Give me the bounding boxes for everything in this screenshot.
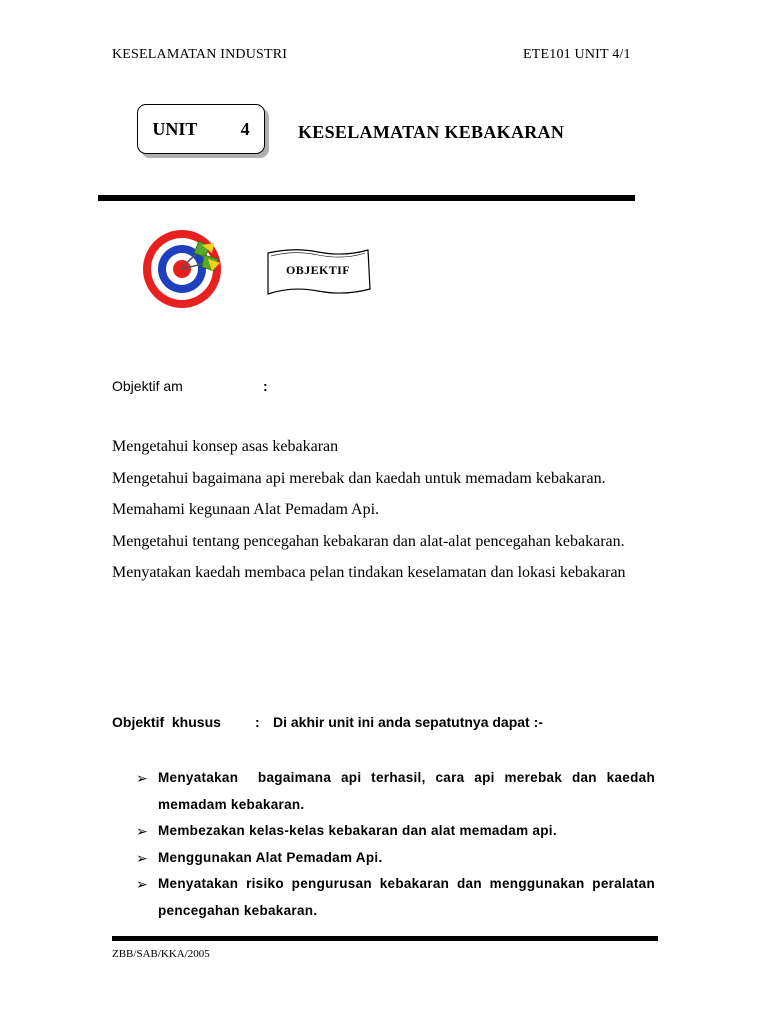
objektif-khusus-label: Objektif khusus <box>112 714 221 730</box>
unit-badge <box>137 104 265 154</box>
unit-title: KESELAMATAN KEBAKARAN <box>298 122 565 142</box>
objektif-am-colon: : <box>263 378 268 394</box>
header-right: ETE101 UNIT 4/1 <box>523 47 631 62</box>
dartboard-target-icon <box>142 227 226 311</box>
list-item <box>136 765 660 818</box>
bottom-divider <box>112 936 658 941</box>
arrow-bullet-icon: ➢ <box>136 823 149 839</box>
list-item: Mengetahui konsep asas kebakaran <box>112 438 339 455</box>
objective-banner-label: OBJEKTIF <box>286 262 350 277</box>
list-item-text: Menyatakan risiko pengurusan kebakaran dan menggunakan peralatan pencegahan kebakaran. <box>158 876 655 918</box>
specific-objectives-list <box>136 765 660 924</box>
objektif-am-label: Objektif am <box>112 378 183 394</box>
objektif-khusus-intro: Di akhir unit ini anda sepatutnya dapat :- <box>273 714 543 730</box>
list-item-text: Membezakan kelas-kelas kebakaran dan alat memadam api. <box>158 823 557 838</box>
top-divider <box>98 195 635 201</box>
objektif-khusus-colon: : <box>255 714 260 730</box>
list-item <box>136 845 655 872</box>
list-item: Memahami kegunaan Alat Pemadam Api. <box>112 501 380 518</box>
arrow-bullet-icon: ➢ <box>136 849 149 866</box>
list-item-text: Menggunakan Alat Pemadam Api. <box>158 849 383 865</box>
list-item: Mengetahui tentang pencegahan kebakaran dan alat-alat pencegahan kebakaran. <box>112 532 625 550</box>
list-item <box>136 871 655 924</box>
arrow-bullet-icon: ➢ <box>136 770 149 786</box>
list-item: Mengetahui bagaimana api merebak dan kaedah untuk memadam kebakaran. <box>112 469 606 487</box>
list-item-text: Menyatakan bagaimana api terhasil, cara api merebak dan kaedah memadam kebakaran. <box>158 770 660 812</box>
list-item: Menyatakan kaedah membaca pelan tindakan keselamatan dan lokasi kebakaran <box>112 564 626 581</box>
unit-label: UNIT 4 <box>152 118 250 139</box>
footer-code: ZBB/SAB/KKA/2005 <box>112 948 210 960</box>
list-item <box>136 818 655 845</box>
arrow-bullet-icon: ➢ <box>136 876 149 892</box>
header-left: KESELAMATAN INDUSTRI <box>112 47 288 62</box>
general-objectives-list <box>112 431 655 589</box>
